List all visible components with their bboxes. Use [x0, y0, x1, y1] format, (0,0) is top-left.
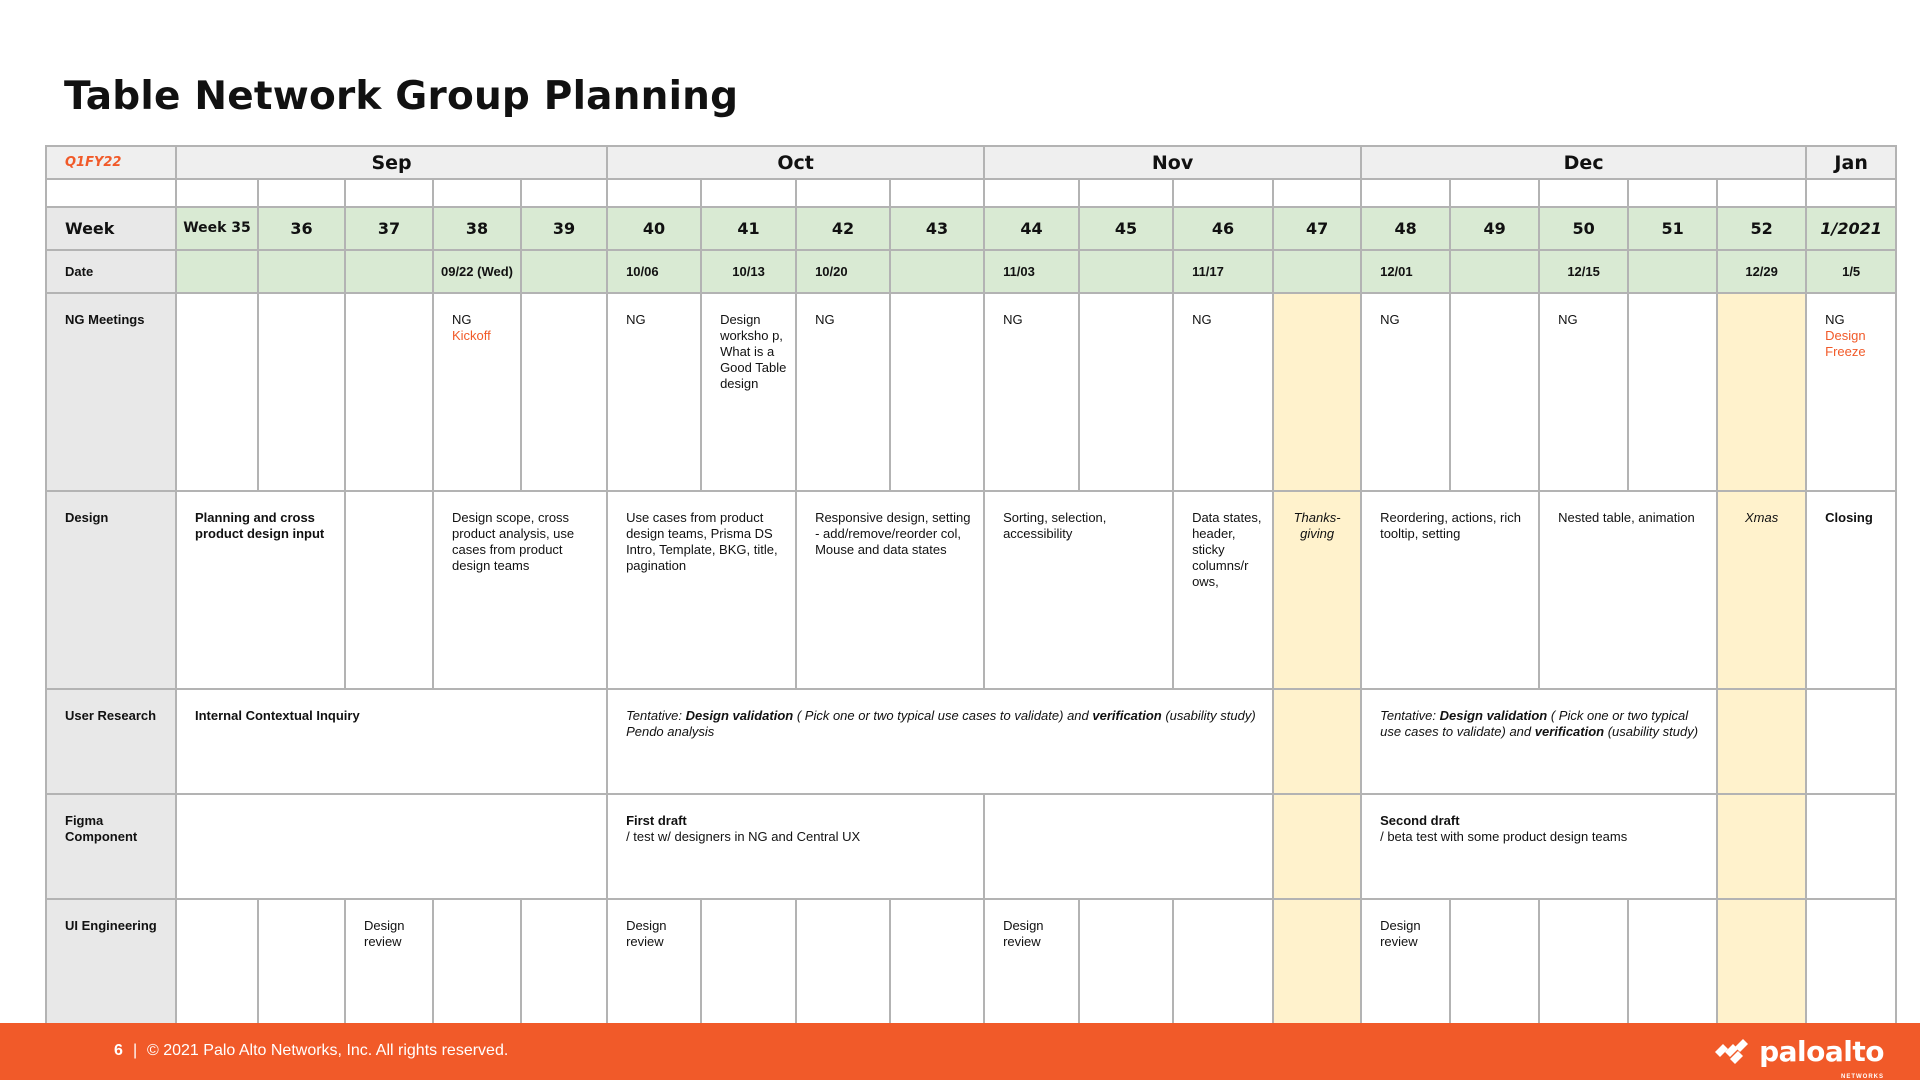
meetings-row — [46, 293, 1896, 491]
row-label-week: Week — [46, 207, 176, 250]
week-cell: 46 — [1173, 207, 1273, 250]
date-cell: 12/01 — [1361, 250, 1450, 293]
row-label-engineering: UI Engineering — [46, 899, 176, 1065]
week-cell: 50 — [1539, 207, 1628, 250]
week-cell: Week 35 — [176, 207, 258, 250]
blank-row — [46, 179, 1896, 207]
design-cell: Closing — [1806, 491, 1896, 689]
design-cell: Design scope, cross product analysis, use cases from product design teams — [433, 491, 607, 689]
week-cell: 48 — [1361, 207, 1450, 250]
week-cell: 40 — [607, 207, 701, 250]
design-cell: Reordering, actions, rich tooltip, setting — [1361, 491, 1539, 689]
date-cell: 09/22 (Wed) — [433, 250, 521, 293]
week-cell: 51 — [1628, 207, 1717, 250]
planning-table — [45, 145, 1897, 1066]
figma-cell: First draft / test w/ designers in NG and Central UX — [607, 794, 984, 899]
week-cell: 45 — [1079, 207, 1173, 250]
page-title: Table Network Group Planning — [64, 74, 739, 119]
user-research-row — [46, 689, 1896, 794]
design-cell: Sorting, selection, accessibility — [984, 491, 1173, 689]
week-row — [46, 207, 1896, 250]
meeting-cell: NG — [607, 293, 701, 491]
date-cell: 12/15 — [1539, 250, 1628, 293]
meeting-cell: NG — [1539, 293, 1628, 491]
month-oct: Oct — [607, 146, 984, 179]
engineering-cell: Design review — [607, 899, 701, 1065]
holiday-cell — [1717, 491, 1806, 689]
design-cell: Data states, header, sticky columns/r ows, — [1173, 491, 1273, 689]
meeting-cell: NG — [796, 293, 890, 491]
paloalto-logo-icon — [1713, 1037, 1753, 1067]
date-cell: 1/5 — [1806, 250, 1896, 293]
meeting-cell: NG Design Freeze — [1806, 293, 1896, 491]
meeting-cell: Design worksho p, What is a Good Table design — [701, 293, 796, 491]
holiday-cell — [1273, 794, 1361, 899]
date-row — [46, 250, 1896, 293]
holiday-cell — [1717, 689, 1806, 794]
meeting-cell: NG — [1173, 293, 1273, 491]
quarter-label: Q1FY22 — [46, 146, 176, 179]
research-cell: Tentative: Design validation ( Pick one or two typical use cases to validate) and verification (usability study) Pendo analysis — [607, 689, 1273, 794]
week-cell: 52 — [1717, 207, 1806, 250]
week-cell: 41 — [701, 207, 796, 250]
meeting-cell: NG — [984, 293, 1079, 491]
month-dec: Dec — [1361, 146, 1806, 179]
holiday-cell — [1273, 293, 1361, 491]
date-cell: 11/17 — [1173, 250, 1273, 293]
week-cell: 38 — [433, 207, 521, 250]
holiday-cell — [1273, 491, 1361, 689]
thanksgiving-label: Thanks-giving — [1293, 510, 1341, 541]
row-label-design: Design — [46, 491, 176, 689]
meeting-cell: NG — [1361, 293, 1450, 491]
design-cell: Responsive design, setting - add/remove/reorder col, Mouse and data states — [796, 491, 984, 689]
design-cell: Use cases from product design teams, Prisma DS Intro, Template, BKG, title, pagination — [607, 491, 796, 689]
row-label-figma: Figma Component — [46, 794, 176, 899]
week-cell: 42 — [796, 207, 890, 250]
date-cell: 10/06 — [607, 250, 701, 293]
month-header-row — [46, 146, 1896, 179]
week-cell: 1/2021 — [1806, 207, 1896, 250]
paloalto-logo — [1713, 1035, 1884, 1080]
month-sep: Sep — [176, 146, 607, 179]
copyright-text: © 2021 Palo Alto Networks, Inc. All rights reserved. — [147, 1042, 509, 1059]
date-cell: 10/13 — [701, 250, 796, 293]
design-cell: Planning and cross product design input — [176, 491, 345, 689]
engineering-cell: Design review — [984, 899, 1079, 1065]
research-cell: Internal Contextual Inquiry — [176, 689, 607, 794]
week-cell: 44 — [984, 207, 1079, 250]
footer-bar — [0, 1023, 1920, 1080]
engineering-cell: Design review — [345, 899, 433, 1065]
design-row — [46, 491, 1896, 689]
design-freeze-label: Design Freeze — [1825, 328, 1866, 359]
month-nov: Nov — [984, 146, 1361, 179]
figma-cell: Second draft / beta test with some product design teams — [1361, 794, 1717, 899]
week-cell: 39 — [521, 207, 607, 250]
holiday-cell — [1717, 794, 1806, 899]
xmas-label: Xmas — [1745, 510, 1779, 525]
logo-wordmark: paloalto — [1759, 1035, 1884, 1068]
week-cell: 37 — [345, 207, 433, 250]
engineering-cell: Design review — [1361, 899, 1450, 1065]
date-cell: 11/03 — [984, 250, 1079, 293]
figma-row — [46, 794, 1896, 899]
month-jan: Jan — [1806, 146, 1896, 179]
week-cell: 36 — [258, 207, 345, 250]
logo-subtitle: NETWORKS — [1841, 1074, 1884, 1080]
holiday-cell — [1273, 689, 1361, 794]
row-label-date: Date — [46, 250, 176, 293]
meeting-cell: NG Kickoff — [433, 293, 521, 491]
row-label-research: User Research — [46, 689, 176, 794]
week-cell: 49 — [1450, 207, 1539, 250]
row-label-meetings: NG Meetings — [46, 293, 176, 491]
research-cell: Tentative: Design validation ( Pick one or two typical use cases to validate) and verification (usability study) — [1361, 689, 1717, 794]
holiday-cell — [1717, 293, 1806, 491]
date-cell: 12/29 — [1717, 250, 1806, 293]
kickoff-label: Kickoff — [452, 328, 491, 343]
date-cell: 10/20 — [796, 250, 890, 293]
week-cell: 43 — [890, 207, 984, 250]
page-number: 6 — [114, 1042, 123, 1059]
week-cell: 47 — [1273, 207, 1361, 250]
footer-separator: | — [133, 1042, 138, 1059]
design-cell: Nested table, animation — [1539, 491, 1717, 689]
